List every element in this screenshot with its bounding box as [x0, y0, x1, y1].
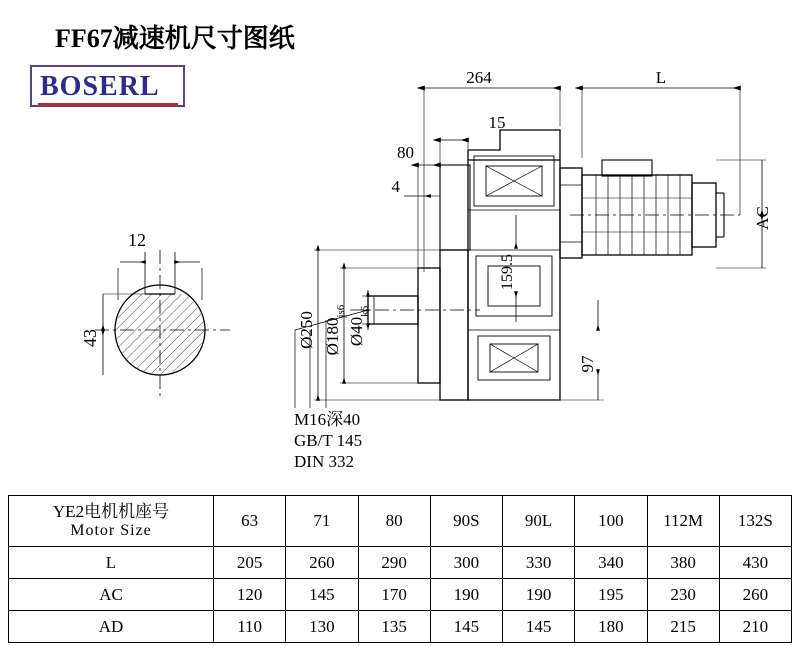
table-cell: 340: [575, 547, 647, 579]
brand-logo-text: BOSERL: [40, 71, 160, 102]
table-cell: 215: [647, 611, 719, 643]
table-cell: 260: [719, 579, 791, 611]
table-cell: 210: [719, 611, 791, 643]
table-header-row: [9, 496, 792, 547]
row-label: AD: [9, 611, 214, 643]
motor-size-cell: 100: [575, 496, 647, 547]
header-label-en: Motor Size: [70, 521, 152, 539]
dim-diameter-180: $Ø180_{js6}$: [323, 304, 347, 356]
dim-12: 12: [128, 230, 146, 250]
table-cell: 145: [286, 579, 358, 611]
dim-264: 264: [466, 68, 492, 87]
table-cell: 290: [358, 547, 430, 579]
motor-size-table: [8, 495, 792, 643]
table-cell: 190: [430, 579, 502, 611]
dim-43: 43: [80, 329, 100, 347]
table-cell: 145: [503, 611, 575, 643]
header-label-cn: YE2电机机座号: [52, 502, 170, 522]
table-cell: 170: [358, 579, 430, 611]
dim-4: 4: [391, 177, 400, 196]
dim-159-5: 159.5: [499, 254, 516, 290]
page-title: FF67减速机尺寸图纸: [55, 24, 295, 53]
table-row: [9, 579, 792, 611]
note-line-3: DIN 332: [294, 452, 354, 471]
dim-AC: AC: [753, 206, 772, 230]
motor-size-cell: 80: [358, 496, 430, 547]
dim-97: 97: [578, 355, 597, 373]
table-cell: 130: [286, 611, 358, 643]
motor-size-cell: 132S: [719, 496, 791, 547]
table-row: [9, 611, 792, 643]
dim-80: 80: [397, 143, 414, 162]
table-row: [9, 547, 792, 579]
table-cell: 380: [647, 547, 719, 579]
motor-size-cell: 63: [214, 496, 286, 547]
note-line-1: M16深40: [294, 410, 361, 429]
table-cell: 190: [503, 579, 575, 611]
dim-15: 15: [488, 113, 506, 132]
table-cell: 205: [214, 547, 286, 579]
table-cell: 195: [575, 579, 647, 611]
table-cell: 145: [430, 611, 502, 643]
table-cell: 330: [503, 547, 575, 579]
table-cell: 110: [214, 611, 286, 643]
motor-size-cell: 112M: [647, 496, 719, 547]
table-cell: 430: [719, 547, 791, 579]
table-cell: 230: [647, 579, 719, 611]
note-line-2: GB/T 145: [294, 431, 363, 450]
dim-diameter-40: $Ø40_{k6}$: [347, 305, 371, 347]
dim-diameter-250: Ø250: [297, 311, 316, 349]
row-label: AC: [9, 579, 214, 611]
table-header-label: [9, 496, 214, 547]
table-cell: 260: [286, 547, 358, 579]
motor-size-cell: 71: [286, 496, 358, 547]
table-cell: 120: [214, 579, 286, 611]
motor-size-cell: 90S: [430, 496, 502, 547]
row-label: L: [9, 547, 214, 579]
dim-L: L: [655, 68, 667, 87]
table-cell: 300: [430, 547, 502, 579]
motor-size-cell: 90L: [503, 496, 575, 547]
table-cell: 135: [358, 611, 430, 643]
table-cell: 180: [575, 611, 647, 643]
